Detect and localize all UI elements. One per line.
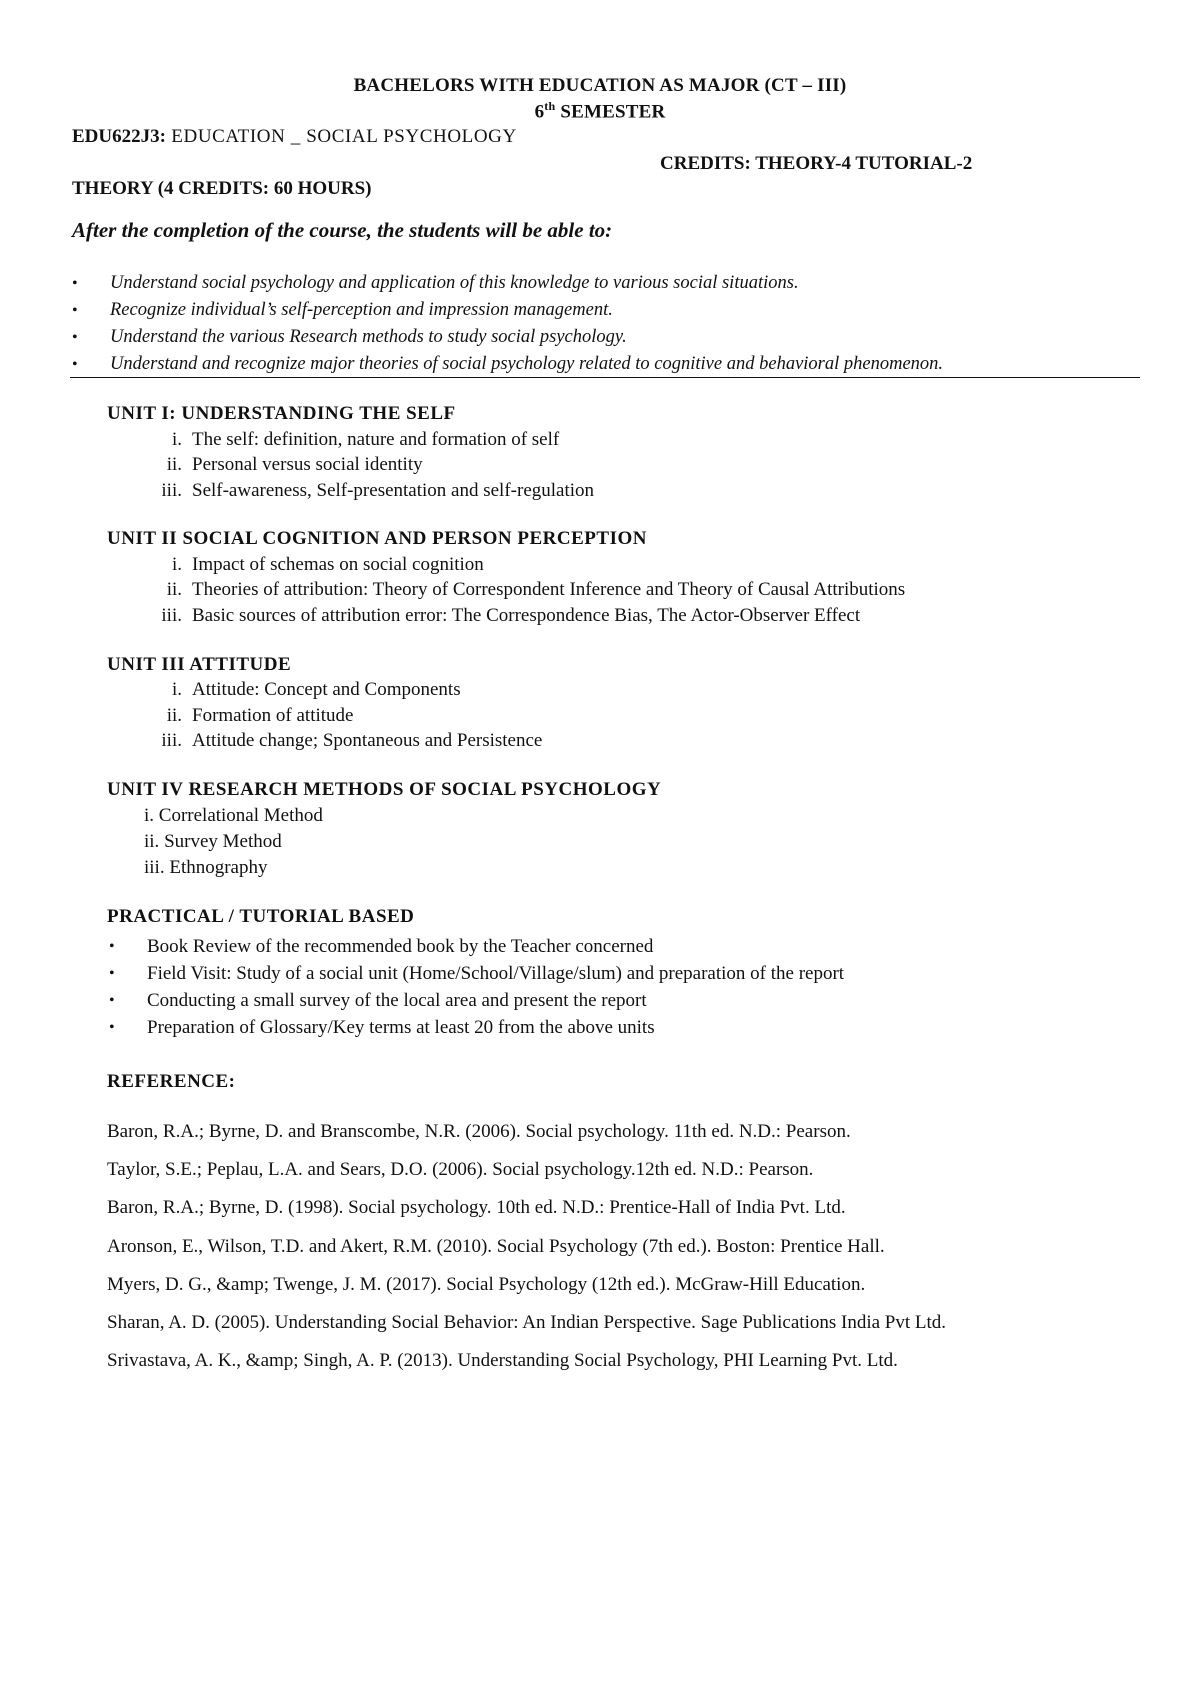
item-text: Theories of attribution: Theory of Correspondent Inference and Theory of Causal Attributions (192, 579, 906, 600)
reference-item: Myers, D. G., &amp; Twenge, J. M. (2017). Social Psychology (12th ed.). McGraw-Hill Education. (107, 1274, 866, 1295)
reference-item: Srivastava, A. K., &amp; Singh, A. P. (2013). Understanding Social Psychology, PHI Learning Pvt. Ltd. (107, 1350, 898, 1371)
item-number: iii. (161, 480, 182, 501)
unit-3-item-3 (140, 730, 542, 752)
unit-2-heading: UNIT II SOCIAL COGNITION AND PERSON PERCEPTION (107, 528, 647, 549)
practical-list (107, 933, 844, 1041)
credits-line: CREDITS: THEORY-4 TUTORIAL-2 (660, 153, 973, 174)
reference-item: Aronson, E., Wilson, T.D. and Akert, R.M. (2010). Social Psychology (7th ed.). Boston: Prentice Hall. (107, 1236, 885, 1257)
item-text: Attitude change; Spontaneous and Persistence (192, 730, 543, 751)
item-text: Impact of schemas on social cognition (192, 554, 484, 575)
semester-suffix: th (544, 99, 556, 113)
outcomes-intro: After the completion of the course, the students will be able to: (72, 218, 613, 242)
list-item (107, 933, 844, 960)
reference-item: Taylor, S.E.; Peplau, L.A. and Sears, D.O. (2006). Social psychology.12th ed. N.D.: Pearson. (107, 1159, 814, 1180)
unit-1-heading: UNIT I: UNDERSTANDING THE SELF (107, 403, 456, 424)
list-item (107, 960, 844, 987)
unit-3-item-2 (140, 705, 353, 727)
bullet-icon: • (109, 938, 115, 955)
list-item (107, 1014, 844, 1041)
unit-4-item-3 (144, 857, 268, 879)
outcomes-list (72, 270, 1132, 378)
item-number: iii. (144, 857, 165, 878)
list-item (107, 987, 844, 1014)
reference-item: Baron, R.A.; Byrne, D. and Branscombe, N.R. (2006). Social psychology. 11th ed. N.D.: Pearson. (107, 1121, 851, 1142)
item-text: Attitude: Concept and Components (192, 679, 461, 700)
bullet-icon: • (72, 275, 78, 292)
unit-2-item-2 (140, 579, 905, 601)
list-item (72, 324, 1132, 351)
practical-text: Book Review of the recommended book by the Teacher concerned (147, 936, 654, 957)
item-text: Self-awareness, Self-presentation and self-regulation (192, 480, 595, 501)
outcome-text: Understand and recognize major theories of social psychology related to cognitive and behavioral phenomenon. (110, 354, 944, 374)
list-item (72, 270, 1132, 297)
unit-3-heading: UNIT III ATTITUDE (107, 654, 292, 675)
list-item (72, 351, 1132, 378)
reference-item: Baron, R.A.; Byrne, D. (1998). Social psychology. 10th ed. N.D.: Prentice-Hall of India Pvt. Ltd. (107, 1197, 846, 1218)
semester-number: 6 (534, 101, 545, 123)
item-text: Basic sources of attribution error: The Correspondence Bias, The Actor-Observer Effect (192, 605, 861, 626)
outcome-text: Recognize individual’s self-perception and impression management. (110, 300, 613, 320)
outcome-text: Understand social psychology and application of this knowledge to various social situations. (110, 273, 799, 293)
bullet-icon: • (109, 992, 115, 1009)
item-text: Correlational Method (158, 805, 323, 826)
program-title: BACHELORS WITH EDUCATION AS MAJOR (CT – III) (353, 75, 847, 96)
bullet-icon: • (72, 302, 78, 319)
unit-3-item-1 (140, 679, 461, 701)
practical-heading: PRACTICAL / TUTORIAL BASED (107, 906, 415, 927)
item-number: i. (144, 805, 155, 826)
item-number: ii. (166, 454, 182, 475)
unit-1-item-3 (140, 480, 594, 502)
item-number: i. (171, 554, 182, 575)
bullet-icon: • (109, 965, 115, 982)
bullet-icon: • (72, 329, 78, 346)
unit-2-item-3 (140, 605, 860, 627)
semester-word: SEMESTER (555, 101, 666, 123)
divider (70, 377, 1140, 378)
practical-text: Field Visit: Study of a social unit (Home/School/Village/slum) and preparation of the report (147, 963, 845, 984)
item-text: Formation of attitude (192, 705, 354, 726)
reference-heading: REFERENCE: (107, 1071, 236, 1092)
item-number: ii. (166, 705, 182, 726)
course-name: EDUCATION _ SOCIAL PSYCHOLOGY (165, 126, 517, 147)
item-number: iii. (161, 730, 182, 751)
item-text: The self: definition, nature and formation of self (192, 429, 560, 450)
item-number: i. (171, 429, 182, 450)
item-number: ii. (144, 831, 160, 852)
bullet-icon: • (109, 1019, 115, 1036)
outcome-text: Understand the various Research methods to study social psychology. (110, 327, 627, 347)
list-item (72, 297, 1132, 324)
semester-title (0, 99, 1200, 123)
practical-text: Conducting a small survey of the local area and present the report (147, 990, 647, 1011)
course-heading (72, 126, 517, 148)
unit-4-item-1 (144, 805, 323, 827)
item-number: iii. (161, 605, 182, 626)
item-number: i. (171, 679, 182, 700)
item-text: Survey Method (164, 831, 282, 852)
course-code: EDU622J3: (72, 126, 166, 147)
unit-1-item-2 (140, 454, 423, 476)
bullet-icon: • (72, 356, 78, 373)
theory-hours: THEORY (4 CREDITS: 60 HOURS) (72, 178, 372, 199)
item-number: ii. (166, 579, 182, 600)
practical-text: Preparation of Glossary/Key terms at least 20 from the above units (147, 1017, 655, 1038)
unit-4-heading: UNIT IV RESEARCH METHODS OF SOCIAL PSYCHOLOGY (107, 779, 662, 800)
unit-2-item-1 (140, 554, 484, 576)
unit-4-item-2 (144, 831, 282, 853)
item-text: Ethnography (169, 857, 268, 878)
unit-1-item-1 (140, 429, 559, 451)
item-text: Personal versus social identity (192, 454, 423, 475)
reference-item: Sharan, A. D. (2005). Understanding Social Behavior: An Indian Perspective. Sage Publications India Pvt Ltd. (107, 1312, 947, 1333)
